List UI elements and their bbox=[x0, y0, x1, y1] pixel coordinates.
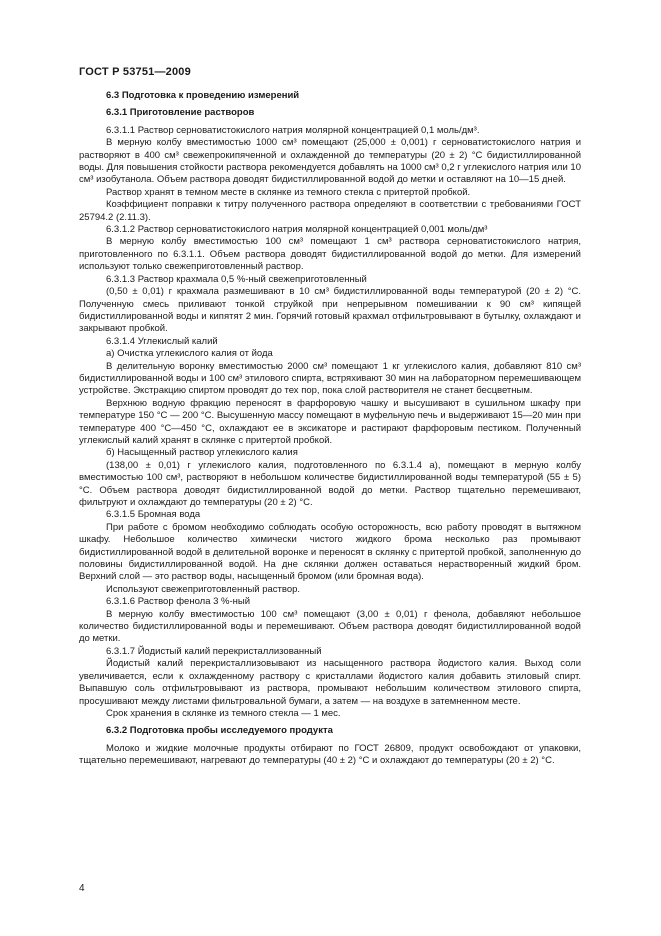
item-b-title: б) Насыщенный раствор углекислого калия bbox=[106, 447, 298, 459]
paragraph: Раствор хранят в темном месте в склянке из темного стекла с притертой пробкой. bbox=[106, 186, 471, 198]
paragraph: Верхнюю водную фракцию переносят в фарфоровую чашку и высушивают в сушильном шкафу при температуре 150 °С — 200 °С. Высушенную массу помещают в муфельную печь и выдерживают 15—20 мин при температуре 400 °С—450 °С, охлаждают ее в эксикаторе и растирают фарфоровым пестиком. Полученный углекислый калий хранят в склянке с притертой пробкой. bbox=[79, 397, 581, 446]
clause-6-3-1-1-title: 6.3.1.1 Раствор серноватистокислого натрия молярной концентрацией 0,1 моль/дм³. bbox=[106, 124, 480, 136]
clause-6-3-1-7-title: 6.3.1.7 Йодистый калий перекристаллизованный bbox=[106, 645, 322, 657]
document-body bbox=[79, 90, 581, 768]
paragraph: (0,50 ± 0,01) г крахмала размешивают в 10 см³ бидистиллированной воды температурой (20 ± 2) °С. Полученную смесь приливают тонкой струйкой при непрерывном помешивании к 90 см³ кипящей бидистиллированной воды и кипятят 2 мин. Горячий готовый крахмал отфильтровывают в бутылку, охлаждают и закрывают пробкой. bbox=[79, 286, 581, 335]
paragraph: В делительную воронку вместимостью 2000 см³ помещают 1 кг углекислого калия, добавляют 810 см³ бидистиллированной воды и 100 см³ этилового спирта, встряхивают 30 мин на лабораторном перемешивающем устройстве. Экстракцию спиртом проводят до тех пор, пока слой растворителя не станет бесцветным. bbox=[79, 360, 581, 397]
clause-6-3-1-5-title: 6.3.1.5 Бромная вода bbox=[106, 509, 201, 521]
paragraph: В мерную колбу вместимостью 100 см³ помещают 1 см³ раствора серноватистокислого натрия, приготовленного по 6.3.1.1. Объем раствора доводят бидистиллированной водой до метки. Для измерений используют только свежеприготовленный раствор. bbox=[79, 236, 581, 273]
section-heading-6-3: 6.3 Подготовка к проведению измерений bbox=[106, 90, 300, 101]
paragraph: В мерную колбу вместимостью 100 см³ помещают (3,00 ± 0,01) г фенола, добавляют небольшое количество бидистиллированной воды и перемешивают. Объем раствора доводят бидистиллированной водой до метки. bbox=[79, 608, 581, 645]
page-number: 4 bbox=[79, 883, 85, 894]
paragraph: Используют свежеприготовленный раствор. bbox=[106, 583, 301, 595]
document-header: ГОСТ Р 53751—2009 bbox=[79, 66, 191, 78]
clause-6-3-1-2-title: 6.3.1.2 Раствор серноватистокислого натрия молярной концентрацией 0,001 моль/дм³ bbox=[106, 224, 488, 236]
paragraph: При работе с бромом необходимо соблюдать особую осторожность, всю работу проводят в вытяжном шкафу. Небольшое количество химически чистого жидкого брома несколько раз промывают бидистиллированной водой в делительной воронке и переносят в склянку с притертой пробкой, заполненную до половины бидистиллированной водой. На дне склянки должен оставаться нерастворенный жидкий бром. Верхний слой — это раствор воды, насыщенный бромом (или бромная вода). bbox=[79, 521, 581, 583]
paragraph: Коэффициент поправки к титру полученного раствора определяют в соответствии с требованиями ГОСТ 25794.2 (2.11.3). bbox=[79, 199, 581, 223]
subsection-heading-6-3-2: 6.3.2 Подготовка пробы исследуемого продукта bbox=[106, 725, 333, 737]
subsection-heading-6-3-1: 6.3.1 Приготовление растворов bbox=[106, 107, 255, 119]
item-a-title: а) Очистка углекислого калия от йода bbox=[106, 348, 273, 360]
paragraph: Молоко и жидкие молочные продукты отбирают по ГОСТ 26809, продукт освобождают от упаковки, тщательно перемешивают, нагревают до температуры (40 ± 2) °С и охлаждают до температуры (20 ± 2) °С. bbox=[79, 742, 581, 767]
clause-6-3-1-6-title: 6.3.1.6 Раствор фенола 3 %-ный bbox=[106, 596, 251, 608]
paragraph: Срок хранения в склянке из темного стекла — 1 мес. bbox=[106, 707, 341, 719]
paragraph: В мерную колбу вместимостью 1000 см³ помещают (25,000 ± 0,001) г серноватистокислого натрия и растворяют в 400 см³ свежепрокипяченной и охлажденной до температуры (20 ± 2) °С бидистиллированной воды. Для повышения стойкости раствора рекомендуется добавлять на 1000 см³ 0,2 г углекислого натрия или 10 см³ изобутанола. Объем раствора доводят бидистиллированной водой до метки и оставляют на 10—15 дней. bbox=[79, 137, 581, 186]
paragraph: Йодистый калий перекристаллизовывают из насыщенного раствора йодистого калия. Выход соли увеличивается, если к охлажденному раствору с кристаллами йодистого калия добавить этиловый спирт. Выпавшую соль отфильтровывают из раствора, промывают небольшим количеством этилового спирта, просушивают между листами фильтровальной бумаги, а затем — на воздухе в затемненном месте. bbox=[79, 658, 581, 707]
clause-6-3-1-4-title: 6.3.1.4 Углекислый калий bbox=[106, 335, 218, 347]
clause-6-3-1-3-title: 6.3.1.3 Раствор крахмала 0,5 %-ный свежеприготовленный bbox=[106, 273, 367, 285]
paragraph: (138,00 ± 0,01) г углекислого калия, подготовленного по 6.3.1.4 а), помещают в мерную колбу вместимостью 100 см³, растворяют в небольшом количестве бидистиллированной воды температурой (55 ± 5) °С. Объем раствора доводят бидистиллированной водой до метки. Раствор тщательно перемешивают, фильтруют и охлаждают до температуры (20 ± 2) °С. bbox=[79, 459, 581, 508]
